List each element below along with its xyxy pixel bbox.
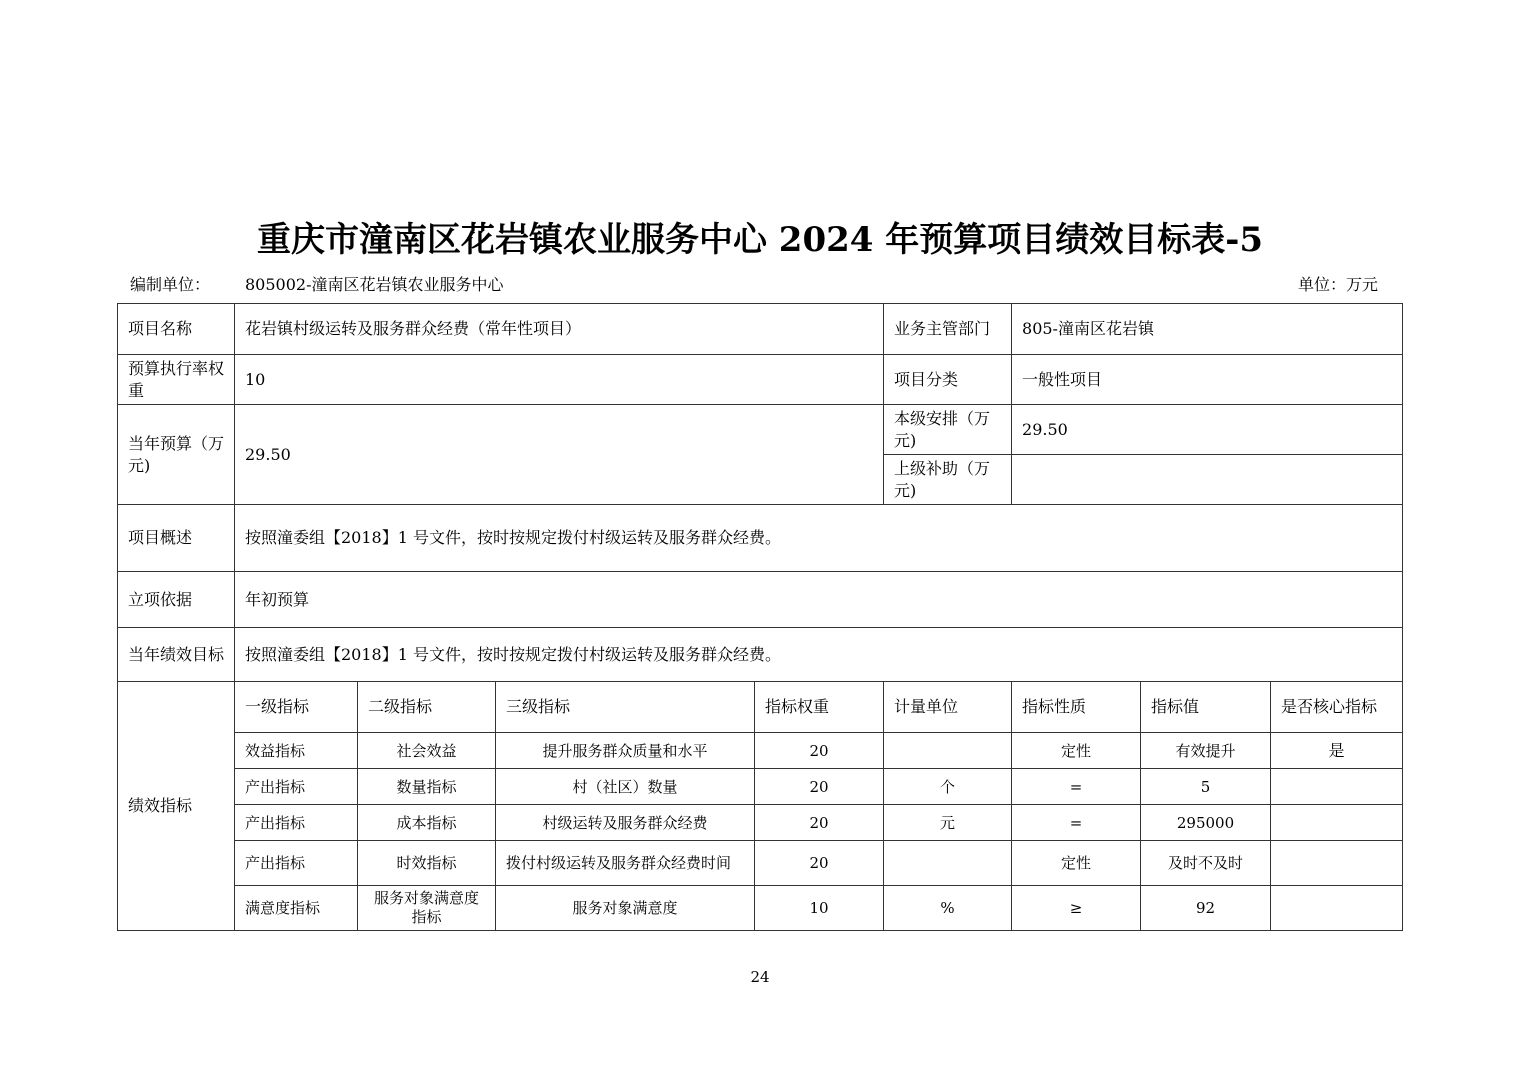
indicator-nature: 定性 (1012, 733, 1141, 769)
indicator-nature: = (1012, 805, 1141, 841)
header-l1: 一级指标 (235, 682, 358, 733)
exec-weight-value: 10 (235, 355, 884, 405)
indicator-unit (884, 841, 1012, 886)
indicator-l3: 服务对象满意度 (496, 886, 755, 931)
indicator-weight: 20 (755, 733, 884, 769)
table-row (118, 805, 1403, 841)
indicator-value: 5 (1141, 769, 1271, 805)
category-value: 一般性项目 (1012, 355, 1403, 405)
indicator-l3: 村（社区）数量 (496, 769, 755, 805)
indicator-unit (884, 733, 1012, 769)
header-unit: 计量单位 (884, 682, 1012, 733)
indicator-value: 及时不及时 (1141, 841, 1271, 886)
indicator-core (1271, 841, 1403, 886)
upper-label: 上级补助（万元) (884, 455, 1012, 505)
header-value: 指标值 (1141, 682, 1271, 733)
indicator-l2: 服务对象满意度指标 (358, 886, 496, 931)
indicator-value: 有效提升 (1141, 733, 1271, 769)
basis-label: 立项依据 (118, 572, 235, 628)
goal-value: 按照潼委组【2018】1 号文件，按时按规定拨付村级运转及服务群众经费。 (235, 628, 1403, 682)
basis-value: 年初预算 (235, 572, 1403, 628)
indicator-weight: 20 (755, 769, 884, 805)
indicator-l3: 拨付村级运转及服务群众经费时间 (496, 841, 755, 886)
performance-table (117, 303, 1403, 931)
indicator-l1: 满意度指标 (235, 886, 358, 931)
money-unit: 单位：万元 (1298, 275, 1379, 294)
header-weight: 指标权重 (755, 682, 884, 733)
document-title: 重庆市潼南区花岩镇农业服务中心 2024 年预算项目绩效目标表-5 (256, 220, 1264, 260)
local-value: 29.50 (1012, 405, 1403, 455)
header-l2: 二级指标 (358, 682, 496, 733)
indicator-l1: 产出指标 (235, 769, 358, 805)
project-name-label: 项目名称 (118, 304, 235, 355)
indicator-l1: 效益指标 (235, 733, 358, 769)
project-name: 花岩镇村级运转及服务群众经费（常年性项目） (235, 304, 884, 355)
indicator-nature: ≥ (1012, 886, 1141, 931)
header-nature: 指标性质 (1012, 682, 1141, 733)
table-row (118, 733, 1403, 769)
indicator-core: 是 (1271, 733, 1403, 769)
perf-label: 绩效指标 (118, 682, 235, 931)
dept-value: 805-潼南区花岩镇 (1012, 304, 1403, 355)
page-number: 24 (750, 968, 770, 986)
budget-label: 当年预算（万元) (118, 405, 235, 505)
indicator-value: 92 (1141, 886, 1271, 931)
indicator-nature: 定性 (1012, 841, 1141, 886)
indicator-l2: 时效指标 (358, 841, 496, 886)
indicator-l2: 成本指标 (358, 805, 496, 841)
budget-value: 29.50 (235, 405, 884, 505)
indicator-l1: 产出指标 (235, 805, 358, 841)
goal-label: 当年绩效目标 (118, 628, 235, 682)
unit-label: 编制单位： (130, 275, 211, 294)
indicator-weight: 20 (755, 841, 884, 886)
header-l3: 三级指标 (496, 682, 755, 733)
exec-weight-label: 预算执行率权重 (118, 355, 235, 405)
indicator-value: 295000 (1141, 805, 1271, 841)
overview-label: 项目概述 (118, 505, 235, 572)
indicator-l1: 产出指标 (235, 841, 358, 886)
indicator-core (1271, 886, 1403, 931)
indicator-unit: 元 (884, 805, 1012, 841)
header-core: 是否核心指标 (1271, 682, 1403, 733)
category-label: 项目分类 (884, 355, 1012, 405)
indicator-l2: 数量指标 (358, 769, 496, 805)
table-row (118, 886, 1403, 931)
indicator-unit: 个 (884, 769, 1012, 805)
upper-value (1012, 455, 1403, 505)
unit-name: 805002-潼南区花岩镇农业服务中心 (245, 275, 504, 294)
indicator-l3: 村级运转及服务群众经费 (496, 805, 755, 841)
indicator-core (1271, 805, 1403, 841)
indicator-weight: 10 (755, 886, 884, 931)
indicator-weight: 20 (755, 805, 884, 841)
overview-value: 按照潼委组【2018】1 号文件，按时按规定拨付村级运转及服务群众经费。 (235, 505, 1403, 572)
indicator-unit: % (884, 886, 1012, 931)
local-label: 本级安排（万元) (884, 405, 1012, 455)
indicator-l3: 提升服务群众质量和水平 (496, 733, 755, 769)
indicator-core (1271, 769, 1403, 805)
table-row (118, 841, 1403, 886)
indicator-nature: = (1012, 769, 1141, 805)
indicator-header-row (118, 682, 1403, 733)
dept-label: 业务主管部门 (884, 304, 1012, 355)
indicator-l2: 社会效益 (358, 733, 496, 769)
table-row (118, 769, 1403, 805)
